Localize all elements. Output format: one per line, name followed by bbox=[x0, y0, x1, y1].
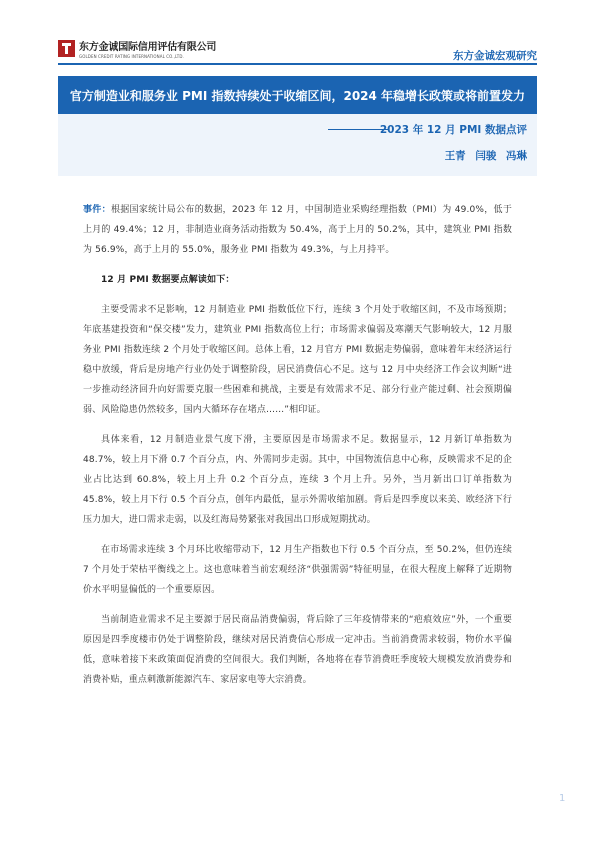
body-paragraph: 具体来看，12 月制造业景气度下滑，主要原因是市场需求不足。数据显示，12 月新订单指数为 48.7%，较上月下滑 0.7 个百分点，内、外需同步走弱。其中，中国物流信息中心称，反映需求不足的企业占比达到 60.8%，较上月上升 0.2 个百分点，连续 3 个月上升。另外，当月新出口订单指数为 45.8%，较上月下行 0.5 个百分点，创年内最低，显示外需收缩加剧。背后是四季度以来美、欧经济下行压力加大，进口需求走弱，以及红海局势紧张对我国出口形成短期扰动。 bbox=[83, 435, 512, 525]
report-subtitle: 2023 年 12 月 PMI 数据点评 bbox=[379, 124, 527, 136]
page-number: 1 bbox=[559, 793, 566, 804]
company-logo bbox=[58, 38, 216, 59]
body-paragraph: 在市场需求连续 3 个月环比收缩带动下，12 月生产指数也下行 0.5 个百分点，至 50.2%，但仍连续 7 个月处于荣枯平衡线之上。这也意味着当前宏观经济“供强需弱”特征明显，在很大程度上解释了近期物价水平明显偏低的一个重要原因。 bbox=[83, 545, 512, 595]
event-paragraph bbox=[83, 200, 512, 260]
body-paragraph: 当前制造业需求不足主要源于居民商品消费偏弱，背后除了三年疫情带来的“疤痕效应”外，一个重要原因是四季度楼市仍处于调整阶段，继续对居民消费信心形成一定冲击。当前消费需求较弱，物价水平偏低，意味着接下来政策面促消费的空间很大。我们判断，各地将在春节消费旺季度较大规模发放消费券和消费补贴，重点刺激新能源汽车、家居家电等大宗消费。 bbox=[83, 615, 512, 685]
report-authors: 王青 闫骏 冯琳 bbox=[444, 150, 527, 162]
header-divider bbox=[58, 63, 537, 65]
section-title: 12 月 PMI 数据要点解读如下： bbox=[101, 275, 235, 285]
company-name-en: GOLDEN CREDIT RATING INTERNATIONAL CO.,LTD. bbox=[79, 54, 184, 59]
logo-text bbox=[79, 38, 216, 59]
brand-label: 东方金诚宏观研究 bbox=[453, 50, 537, 62]
title-banner bbox=[58, 76, 537, 176]
report-title: 官方制造业和服务业 PMI 指数持续处于收缩区间，2024 年稳增长政策或将前置发力 bbox=[58, 76, 537, 114]
logo-icon bbox=[58, 40, 75, 57]
report-body bbox=[83, 200, 512, 700]
event-text: 根据国家统计局公布的数据，2023 年 12 月，中国制造业采购经理指数（PMI）为 49.0%，低于上月的 49.4%；12 月，非制造业商务活动指数为 50.4%，高于上月的 50.2%，其中，建筑业 PMI 指数为 56.9%，高于上月的 55.0%，服务业 PMI 指数为 49.3%，与上月持平。 bbox=[83, 205, 512, 255]
page-header bbox=[0, 0, 595, 68]
company-name-cn: 东方金诚国际信用评估有限公司 bbox=[79, 42, 217, 53]
event-label: 事件： bbox=[83, 205, 111, 215]
body-paragraph: 主要受需求不足影响，12 月制造业 PMI 指数低位下行，连续 3 个月处于收缩区间，不及市场预期；年底基建投资和“保交楼”发力，建筑业 PMI 指数高位上行；市场需求偏弱及寒潮天气影响较大，12 月服务业 PMI 指数连续 2 个月处于收缩区间。总体上看，12 月官方 PMI 数据走势偏弱，意味着年末经济运行稳中放缓，背后是房地产行业仍处于调整阶段，居民消费信心不足。这与 12 月中央经济工作会议判断“进一步推动经济回升向好需要克服一些困难和挑战，主要是有效需求不足、部分行业产能过剩、社会预期偏弱、风险隐患仍然较多，国内大循环存在堵点……”相印证。 bbox=[83, 305, 512, 415]
